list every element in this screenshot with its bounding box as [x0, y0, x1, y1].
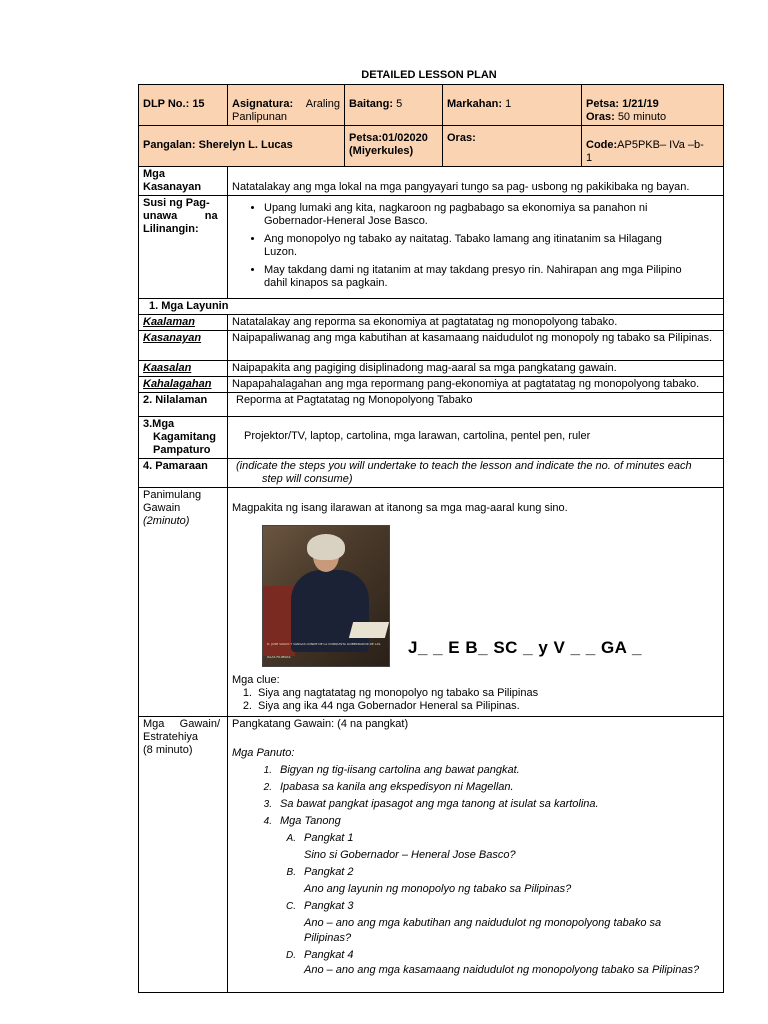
- step-number: 3.: [263, 799, 272, 810]
- book-shape: [349, 622, 389, 638]
- kagamitan-label: [139, 417, 228, 459]
- step-number: 1.: [263, 765, 272, 776]
- asignatura-value-2: Panlipunan: [232, 111, 288, 123]
- list-item: [264, 202, 719, 228]
- name-puzzle: J_ _ E B_ SC _ y V _ _ GA _: [408, 638, 642, 657]
- step-number: 4.: [263, 816, 272, 827]
- header-row: [139, 85, 724, 126]
- asignatura-value-1: Araling: [305, 98, 340, 110]
- nilalaman-row: [139, 393, 724, 417]
- petsa-label: Petsa: 1/21/19: [586, 98, 659, 110]
- pangalan-cell: Pangalan: Sherelyn L. Lucas: [139, 126, 345, 167]
- group-question: Sino si Gobernador – Heneral Jose Basco?: [304, 849, 516, 861]
- kahalagahan-label: Kahalagahan: [139, 377, 228, 393]
- header-row-2: [139, 126, 724, 167]
- document-title: DETAILED LESSON PLAN: [361, 69, 497, 81]
- kasanayan2-label: Kasanayan: [139, 331, 228, 361]
- list-item: [232, 815, 719, 828]
- kahalagahan-text: Napapahalagahan ang mga repormang pang-ekonomiya at pagtatatag ng monopolyong tabako.: [228, 377, 724, 393]
- nilalaman-text: Reporma at Pagtatatag ng Monopolyong Tabako: [228, 393, 724, 417]
- petsa2-line-1: Petsa:01/02020: [349, 132, 428, 144]
- group-letter: A.: [286, 833, 296, 844]
- gawain-label-3: (8 minuto): [143, 744, 193, 756]
- dlp-value: 15: [192, 98, 205, 110]
- pamaraan-note-2: step will consume): [262, 473, 353, 485]
- kagamitan-label-1: 3.Mga: [143, 418, 175, 430]
- kagamitan-label-3: Pampaturo: [153, 444, 211, 456]
- susi-bullet-list: [232, 202, 719, 290]
- clue-text: Siya ang nagtatatag ng monopolyo ng tabako sa Pilipinas: [258, 687, 539, 699]
- kasanayan-label-1: Mga: [143, 168, 165, 180]
- list-item: [264, 233, 719, 259]
- kasanayan2-text: Naipapaliwanag ang mga kabutihan at kasamaang naidudulot ng monopoly ng tabako sa Pilipinas.: [228, 331, 724, 361]
- baitang-cell: [345, 85, 443, 126]
- kagamitan-row: [139, 417, 724, 459]
- kasanayan-row: [139, 167, 724, 196]
- kasanayan-text: Natatalakay ang mga lokal na mga pangyayari tungo sa pag- usbong ng pakikibaka ng bayan.: [228, 167, 724, 196]
- markahan-cell: [443, 85, 582, 126]
- pamaraan-note: [228, 459, 724, 488]
- bullet-line: • Ang monopolyo ng tabako ay naitatag. Tabako lamang ang itinatanim sa Hilagang: [264, 233, 662, 245]
- bullet-line: Luzon.: [264, 246, 298, 258]
- table-row: [139, 315, 724, 331]
- oras2-cell: Oras:: [443, 126, 582, 167]
- table-row: [139, 377, 724, 393]
- group-name: Pangkat 2: [304, 866, 354, 878]
- table-row: [139, 361, 724, 377]
- panimulang-label: [139, 488, 228, 717]
- gawain-label-1: Mga Gawain/: [143, 718, 221, 730]
- group-letter: C.: [286, 901, 296, 912]
- susi-label-1: Susi ng Pag-: [143, 197, 210, 209]
- kaalaman-text: Natatalakay ang reporma sa ekonomiya at pagtatatag ng monopolyong tabako.: [228, 315, 724, 331]
- list-item: [232, 832, 719, 845]
- kagamitan-label-2: Kagamitang: [153, 431, 216, 443]
- pamaraan-label: 4. Pamaraan: [139, 459, 228, 488]
- clue-number: 1.: [242, 687, 252, 699]
- gawain-label-2: Estratehiya: [143, 731, 199, 743]
- markahan-value: 1: [505, 98, 512, 110]
- oras-value: 50 minuto: [617, 111, 667, 123]
- panimulang-row: [139, 488, 724, 717]
- baitang-label: Baitang:: [349, 98, 393, 110]
- petsa-cell: [582, 85, 724, 126]
- panuto-label: Mga Panuto:: [232, 747, 295, 759]
- panimulang-text: Magpakita ng isang ilarawan at itanong sa mga mag-aaral kung sino.: [232, 502, 568, 514]
- gawain-label: [139, 717, 228, 993]
- code-value-2: 1: [586, 152, 593, 164]
- oras-label: Oras:: [586, 111, 615, 123]
- dlp-label: DLP No.:: [143, 98, 190, 110]
- list-item: [232, 900, 719, 913]
- susi-label: [139, 196, 228, 299]
- lesson-plan-table: [138, 84, 724, 993]
- gawain-content: [228, 717, 724, 993]
- portrait-image: [262, 525, 390, 667]
- list-item: [232, 798, 719, 811]
- gawain-intro: Pangkatang Gawain: (4 na pangkat): [232, 718, 409, 730]
- bullet-line: Gobernador-Heneral Jose Basco.: [264, 215, 428, 227]
- markahan-label: Markahan:: [447, 98, 503, 110]
- susi-label-2: unawa na: [143, 210, 218, 222]
- step-number: 2.: [263, 782, 272, 793]
- group-question: Ano ang layunin ng monopolyo ng tabako sa Pilipinas?: [304, 883, 572, 895]
- group-question: Ano – ano ang mga kabutihan ang naidudulot ng monopolyong tabako sa: [304, 917, 662, 929]
- panimulang-content: [228, 488, 724, 717]
- list-item: [232, 687, 719, 700]
- susi-row: [139, 196, 724, 299]
- list-item: [232, 764, 719, 777]
- wig-shape: [307, 534, 345, 560]
- petsa2-line-2: (Miyerkules): [349, 145, 414, 157]
- group-question: Ano – ano ang mga kasamaang naidudulot ng monopolyong tabako sa Pilipinas?: [304, 964, 700, 976]
- bullet-line: • Upang lumaki ang kita, nagkaroon ng pagbabago sa ekonomiya sa panahon ni: [264, 202, 648, 214]
- bullet-line: dahil kinapos sa pagkain.: [264, 277, 388, 289]
- layunin-heading: 1. Mga Layunin: [139, 299, 724, 315]
- list-item: [232, 866, 719, 879]
- clue-number: 2.: [242, 700, 252, 712]
- susi-content: [228, 196, 724, 299]
- step-text: Bigyan ng tig-iisang cartolina ang bawat pangkat.: [280, 764, 520, 776]
- panimulang-label-3: (2minuto): [143, 515, 190, 527]
- group-letter: B.: [286, 867, 296, 878]
- kaalaman-label: Kaalaman: [139, 315, 228, 331]
- layunin-heading-row: [139, 299, 724, 315]
- clue-text: Siya ang ika 44 nga Gobernador Heneral sa Pilipinas.: [258, 700, 520, 712]
- clue-label: Mga clue:: [232, 674, 280, 686]
- kaasalan-text: Naipapakita ang pagiging disiplinadong mag-aaral sa mga pangkatang gawain.: [228, 361, 724, 377]
- code-value: AP5PKB– IVa –b-: [617, 139, 704, 151]
- kagamitan-text: Projektor/TV, laptop, cartolina, mga larawan, cartolina, pentel pen, ruler: [228, 417, 724, 459]
- group-name: Pangkat 3: [304, 900, 354, 912]
- step-text: Mga Tanong: [280, 815, 341, 827]
- group-name: Pangkat 1: [304, 832, 354, 844]
- kasanayan-label-2: Kasanayan: [143, 181, 202, 193]
- list-item: [264, 264, 719, 290]
- kasanayan-label: [139, 167, 228, 196]
- baitang-value: 5: [396, 98, 403, 110]
- kaasalan-label: Kaasalan: [139, 361, 228, 377]
- panimulang-label-2: Gawain: [143, 502, 181, 514]
- panimulang-label-1: Panimulang: [143, 489, 202, 501]
- list-item: [232, 949, 719, 962]
- nilalaman-label: 2. Nilalaman: [139, 393, 228, 417]
- bullet-line: • May takdang dami ng itatanim at may takdang presyo rin. Nahirapan ang mga Pilipino: [264, 264, 682, 276]
- petsa2-cell: [345, 126, 443, 167]
- asignatura-cell: [228, 85, 345, 126]
- table-row: [139, 331, 724, 361]
- group-letter: D.: [286, 950, 296, 961]
- susi-label-3: Lilinangin:: [143, 223, 199, 235]
- list-item: [232, 781, 719, 794]
- group-name: Pangkat 4: [304, 949, 354, 961]
- code-label: Code:: [586, 139, 618, 151]
- group-question-cont: Pilipinas?: [304, 932, 352, 944]
- dlp-cell: [139, 85, 228, 126]
- pamaraan-row: [139, 459, 724, 488]
- step-text: Sa bawat pangkat ipasagot ang mga tanong at isulat sa kartolina.: [280, 798, 599, 810]
- portrait-caption: D. JOSE VASCO Y VARGAS CONDE DE LA CONQUISTA GOBERNADOR DE LAS ISLAS FILIPINAS: [267, 642, 381, 659]
- asignatura-label: Asignatura:: [232, 98, 294, 110]
- list-item: [232, 700, 719, 713]
- code-cell: [582, 126, 724, 167]
- pamaraan-note-1: (indicate the steps you will undertake to teach the lesson and indicate the no. of minutes each: [236, 460, 692, 472]
- gawain-row: [139, 717, 724, 993]
- step-text: Ipabasa sa kanila ang ekspedisyon ni Magellan.: [280, 781, 514, 793]
